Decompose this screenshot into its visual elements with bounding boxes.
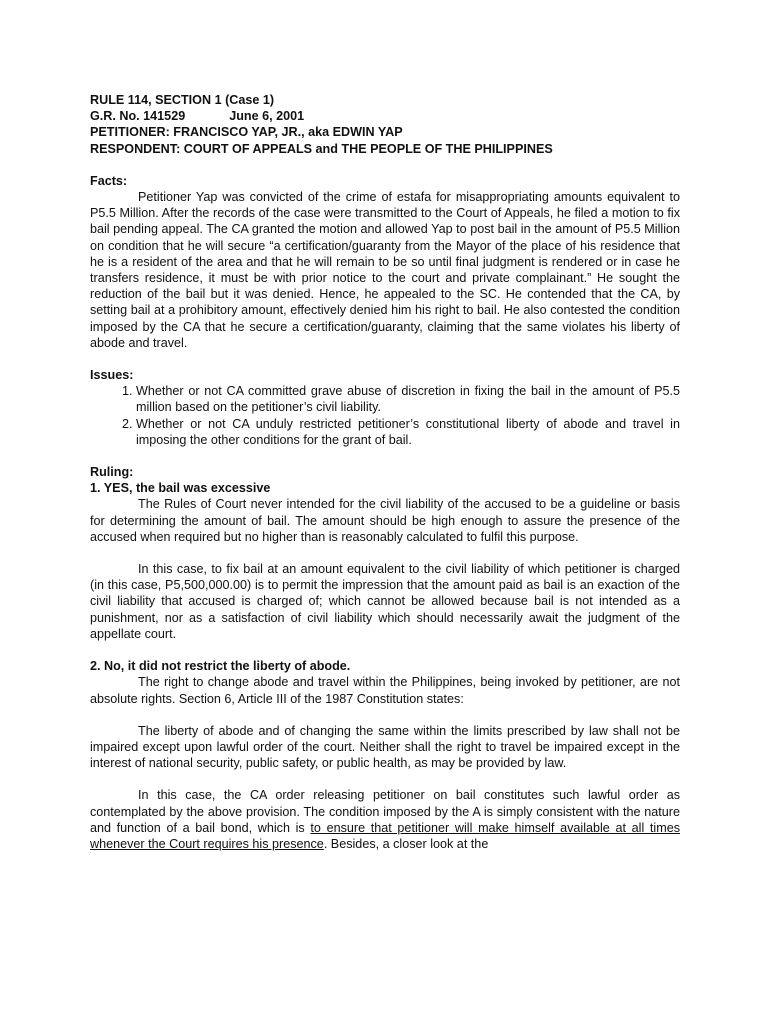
facts-heading: Facts: xyxy=(90,173,128,188)
gr-number: G.R. No. 141529 xyxy=(90,109,186,124)
decision-date: June 6, 2001 xyxy=(229,109,305,124)
case-header xyxy=(90,92,680,157)
issue-item: 2. Whether or not CA unduly restricted petitioner’s constitutional liberty of abode and travel in imposing the other conditions for the grant of bail. xyxy=(136,416,680,448)
ruling-first-paragraph-2: In this case, to fix bail at an amount equivalent to the civil liability of which petitioner is charged (in this case, P5,500,000.00) is to permit the impression that the amount paid as bail is an exaction of the civil liability that accused is charged of; which cannot be allowed because bail is not intended as a punishment, nor as a satisfaction of civil liability which should necessarily await the judgment of the appellate court. xyxy=(90,562,680,641)
paragraph-text: In this case, the CA order releasing petitioner on bail constitutes such lawful order as contemplated by the above provision. The condition imposed by the A is simply consistent with the nature and function of a bail bond, which is xyxy=(90,788,680,835)
issues-heading: Issues: xyxy=(90,368,134,383)
ruling-second-heading: 2. No, it did not restrict the liberty of abode. xyxy=(90,659,351,674)
ruling-second-paragraph-1: The right to change abode and travel within the Philippines, being invoked by petitioner, are not absolute rights. Section 6, Article III of the 1987 Constitution states: xyxy=(90,675,680,706)
case-digest xyxy=(90,92,680,852)
petitioner-line: PETITIONER: FRANCISCO YAP, JR., aka EDWIN YAP xyxy=(90,125,403,140)
ruling-first-paragraph-1: The Rules of Court never intended for the civil liability of the accused to be a guideline or basis for determining the amount of bail. The amount should be high enough to assure the presence of the accused when required but no higher than is reasonably calculated to fulfil this purpose. xyxy=(90,497,680,544)
ruling-second-paragraph-3 xyxy=(90,787,680,852)
case-number-line xyxy=(90,108,680,124)
ruling-heading: Ruling: xyxy=(90,465,134,480)
issues-list xyxy=(90,383,680,448)
constitution-quote: The liberty of abode and of changing the same within the limits prescribed by law shall not be impaired except upon lawful order of the court. Neither shall the right to travel be impaired except in the interest of national security, public safety, or public health, as may be provided by law. xyxy=(90,723,680,771)
respondent-line: RESPONDENT: COURT OF APPEALS and THE PEOPLE OF THE PHILIPPINES xyxy=(90,141,553,156)
paragraph-text-end: . Besides, a closer look at the xyxy=(323,836,489,851)
underlined-text: to ensure that petitioner will make himself available at all times whenever the Court requires his presence xyxy=(90,820,681,851)
ruling-first-heading: 1. YES, the bail was excessive xyxy=(90,481,271,496)
facts-paragraph: Petitioner Yap was convicted of the crime of estafa for misappropriating amounts equivalent to P5.5 Million. After the records of the case were transmitted to the Court of Appeals, he filed a motion to fix bail pending appeal. The CA granted the motion and allowed Yap to post bail in the amount of P5.5 Million on condition that he will secure “a certification/guaranty from the Mayor of the place of his residence that he is a resident of the area and that he will remain to be so until final judgment is rendered or in case he transfers residence, it must be with prior notice to the court and private complainant.” He sought the reduction of the bail but it was denied. Hence, he appealed to the SC. He contended that the CA, by setting bail at a prohibitory amount, effectively denied him his right to bail. He also contested the condition imposed by the CA that he secure a certification/guaranty, claiming that the same violates his liberty of abode and travel. xyxy=(90,190,680,350)
rule-line: RULE 114, SECTION 1 (Case 1) xyxy=(90,93,275,107)
issue-item: 1. Whether or not CA committed grave abuse of discretion in fixing the bail in the amount of P5.5 million based on the petitioner’s civil liability. xyxy=(136,383,680,415)
